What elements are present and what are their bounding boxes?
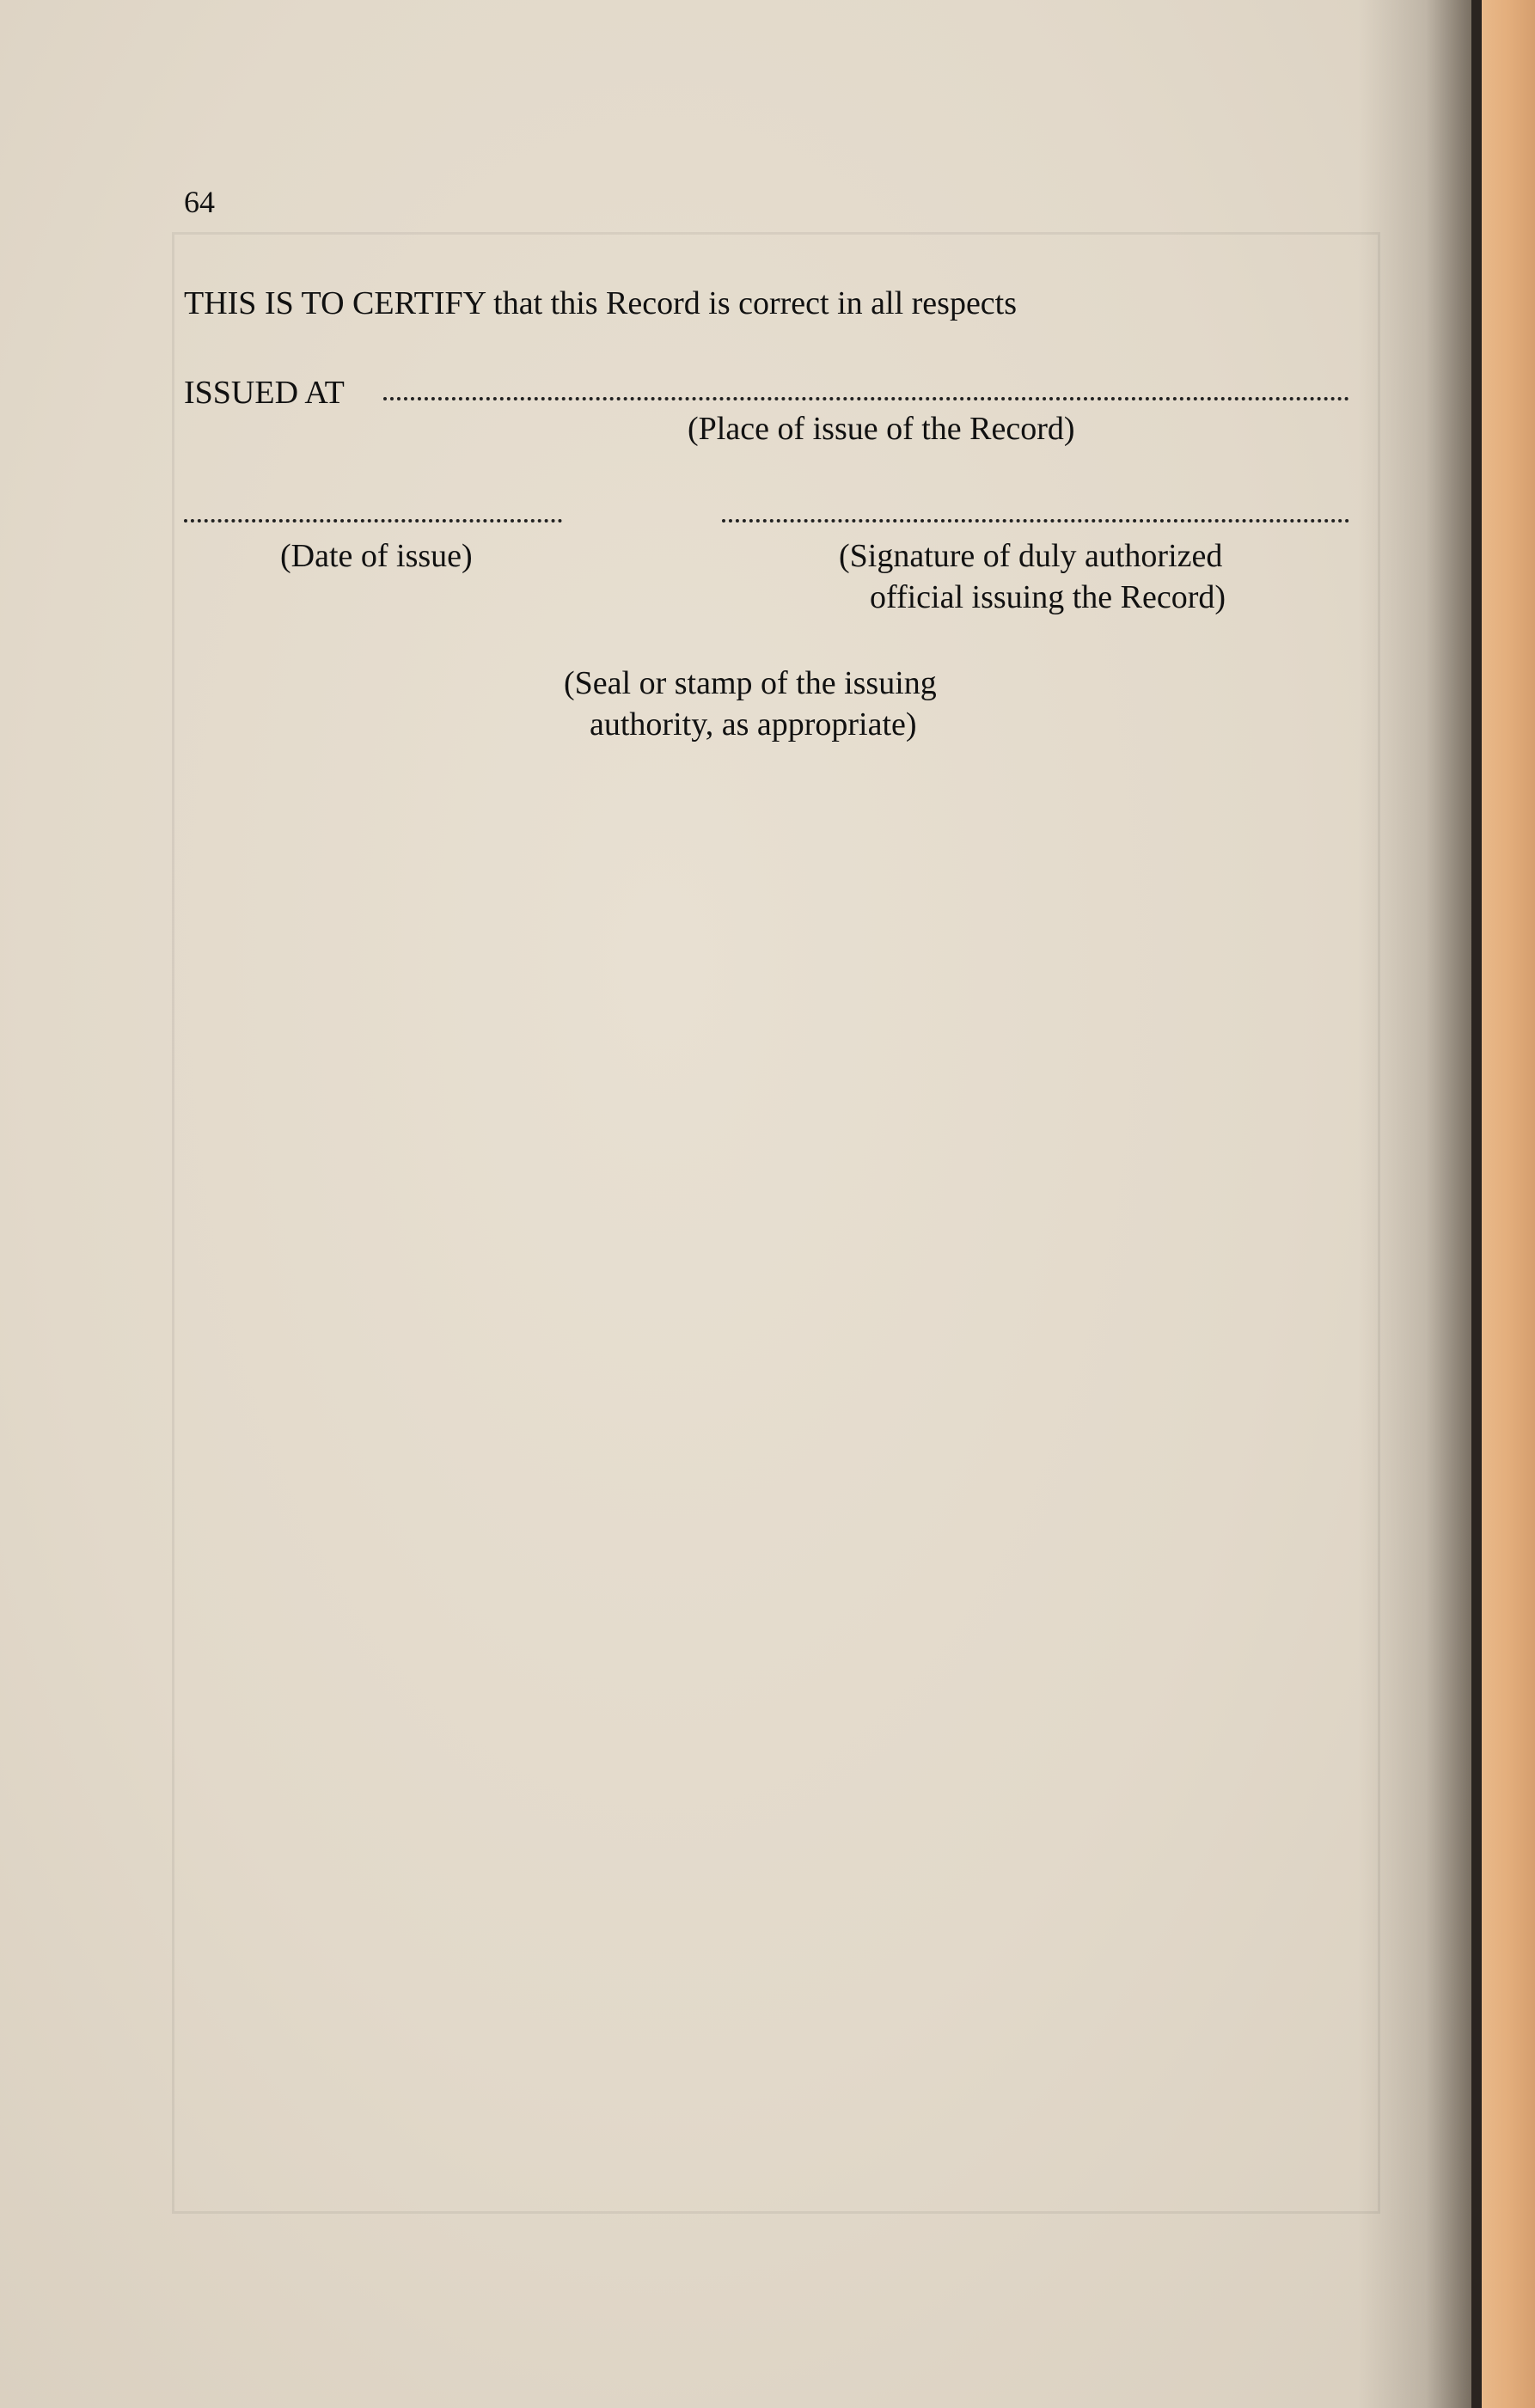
certify-statement: THIS IS TO CERTIFY that this Record is correct in all respects	[184, 285, 1018, 321]
signature-caption-line1: (Signature of duly authorized	[839, 538, 1223, 574]
page-gutter-shadow	[1358, 0, 1471, 2408]
book-cover-edge	[1482, 0, 1535, 2408]
seal-caption-line1: (Seal or stamp of the issuing	[564, 665, 937, 701]
page-number: 64	[184, 185, 215, 219]
book-spine-edge	[1471, 0, 1482, 2408]
place-of-issue-caption: (Place of issue of the Record)	[688, 411, 1075, 447]
issued-at-dotted-line	[383, 397, 1349, 400]
date-of-issue-caption: (Date of issue)	[280, 538, 473, 574]
date-dotted-line	[184, 519, 562, 523]
seal-caption-line2: authority, as appropriate)	[590, 706, 917, 743]
bleed-through-shadow	[172, 232, 1380, 2214]
signature-caption-line2: official issuing the Record)	[870, 579, 1226, 615]
signature-dotted-line	[722, 519, 1349, 523]
issued-at-label: ISSUED AT	[184, 375, 345, 411]
